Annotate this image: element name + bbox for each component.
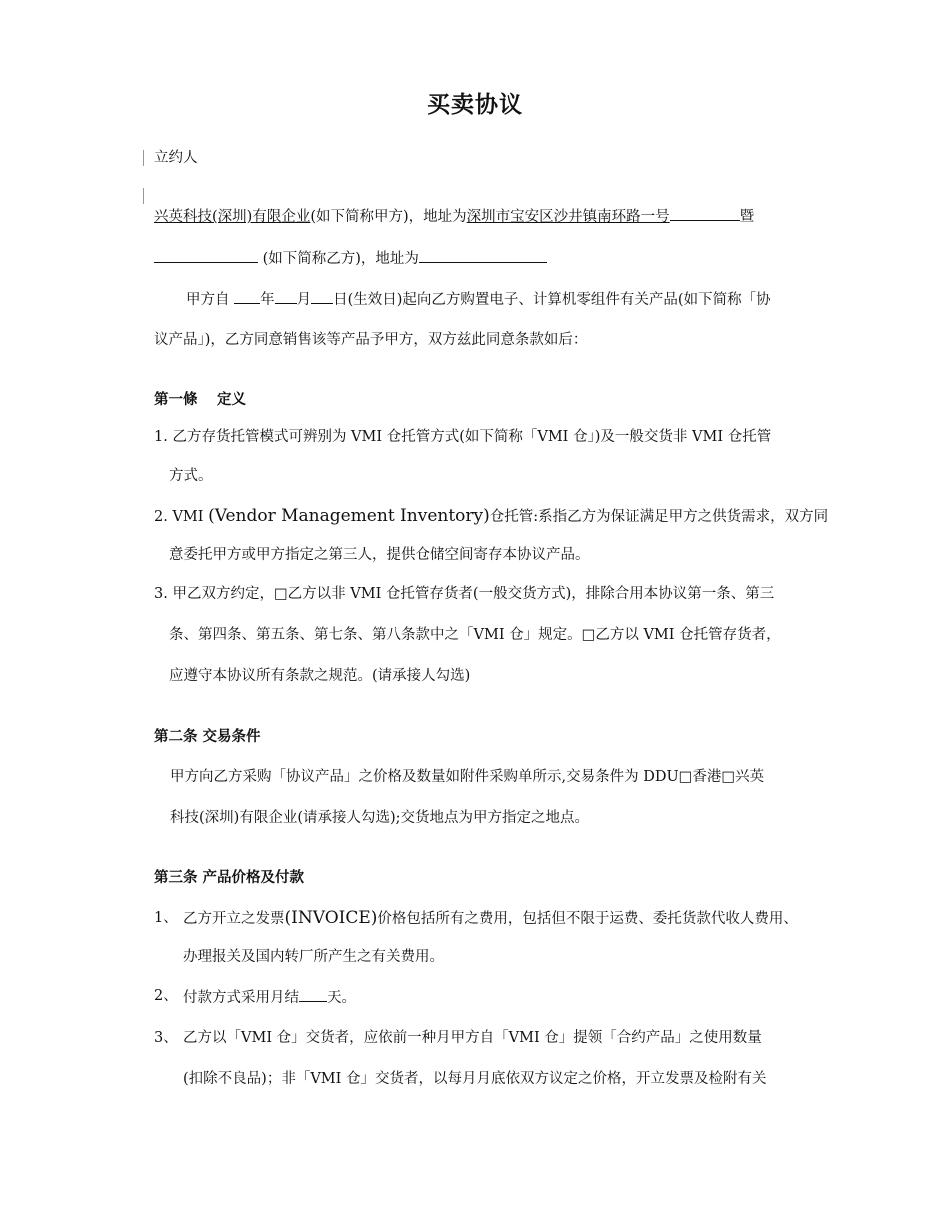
article-1-item-2 [154, 506, 828, 527]
year-label: 年 [260, 292, 275, 308]
item-2-text-rest: 天。 [327, 990, 356, 1006]
item-2-prefix: 2. VMI [154, 509, 209, 525]
month-blank [275, 288, 297, 304]
article-3-item-2-num: 2、 [154, 988, 178, 1004]
article-1-heading: 第一條 定义 [154, 391, 247, 408]
party-a-suffix: (如下简称甲方)，地址为 [310, 209, 467, 225]
party-label: 立约人 [154, 150, 198, 166]
days-blank [299, 986, 327, 1002]
party-b-suffix: (如下简称乙方)，地址为 [258, 251, 419, 267]
blank-field [670, 205, 740, 221]
article-1-item-1: 1. 乙方存货托管模式可辨别为 VMI 仓托管方式(如下简称「VMI 仓」)及一般交货非 VMI 仓托管 [154, 429, 772, 445]
edit-marker [143, 188, 144, 204]
article-2-line-2: 科技(深圳)有限企业(请承接人勾选);交货地点为甲方指定之地点。 [170, 810, 590, 826]
and-word: 暨 [739, 209, 755, 225]
item-1-text-rest: 价格包括所有之费用，包括但不限于运费、委托货款代收人费用、 [377, 911, 798, 927]
day-label: 日(生效日)起向乙方购置电子、计算机零组件有关产品(如下简称「协 [333, 292, 771, 308]
month-label: 月 [296, 292, 312, 308]
item-2-rest: 仓托管:系指乙方为保证满足甲方之供货需求，双方同 [489, 509, 829, 525]
document-title: 买卖协议 [427, 91, 523, 118]
vmi-term: (Vendor Management Inventory) [208, 506, 490, 526]
article-1-item-1-cont: 方式。 [169, 468, 213, 484]
article-3-item-1-num: 1、 [154, 910, 178, 926]
edit-marker [143, 150, 144, 166]
invoice-term: (INVOICE) [284, 908, 378, 928]
article-1-item-2-cont: 意委托甲方或甲方指定之第三人，提供仓储空间寄存本协议产品。 [169, 547, 590, 563]
day-blank [311, 288, 333, 304]
article-3-item-3-cont: (扣除不良品)；非「VMI 仓」交货者，以每月月底依双方议定之价格，开立发票及检附有关 [183, 1071, 767, 1087]
intro-text: 甲方自 [186, 292, 235, 308]
article-3-item-1 [183, 908, 798, 929]
article-2-heading: 第二条 交易条件 [154, 728, 261, 745]
party-b-name-blank [154, 247, 258, 263]
party-b-address-blank [419, 247, 547, 263]
article-3-item-1-cont: 办理报关及国内转厂所产生之有关费用。 [183, 949, 444, 965]
article-1-item-3-cont: 条、第四条、第五条、第七条、第八条款中之「VMI 仓」规定。□乙方以 VMI 仓托管存货者， [169, 627, 781, 643]
intro-line-2: 议产品」)，乙方同意销售该等产品予甲方，双方兹此同意条款如后： [154, 332, 588, 348]
party-a-line [154, 205, 754, 227]
article-3-item-3-num: 3、 [154, 1030, 178, 1046]
item-2-text: 付款方式采用月结 [183, 990, 299, 1006]
article-3-item-3: 乙方以「VMI 仓」交货者，应依前一种月甲方自「VMI 仓」提领「合约产品」之使用数量 [183, 1030, 762, 1046]
article-2-line-1: 甲方向乙方采购「协议产品」之价格及数量如附件采购单所示,交易条件为 DDU□香港□兴英 [170, 769, 765, 785]
item-1-text: 乙方开立之发票 [183, 911, 285, 927]
article-3-heading: 第三条 产品价格及付款 [154, 869, 305, 886]
party-a-address: 深圳市宝安区沙井镇南环路一号 [466, 209, 670, 225]
party-a-name: 兴英科技(深圳)有限企业 [154, 209, 311, 225]
article-1-item-3: 3. 甲乙双方约定，□乙方以非 VMI 仓托管存货者(一般交货方式)，排除合用本协议第一条、第三 [154, 586, 775, 602]
party-b-line [154, 247, 547, 269]
article-1-item-3-cont: 应遵守本协议所有条款之规范。(请承接人勾选) [169, 668, 471, 684]
intro-line-1 [186, 288, 771, 310]
article-3-item-2 [183, 986, 356, 1008]
year-blank [234, 288, 260, 304]
